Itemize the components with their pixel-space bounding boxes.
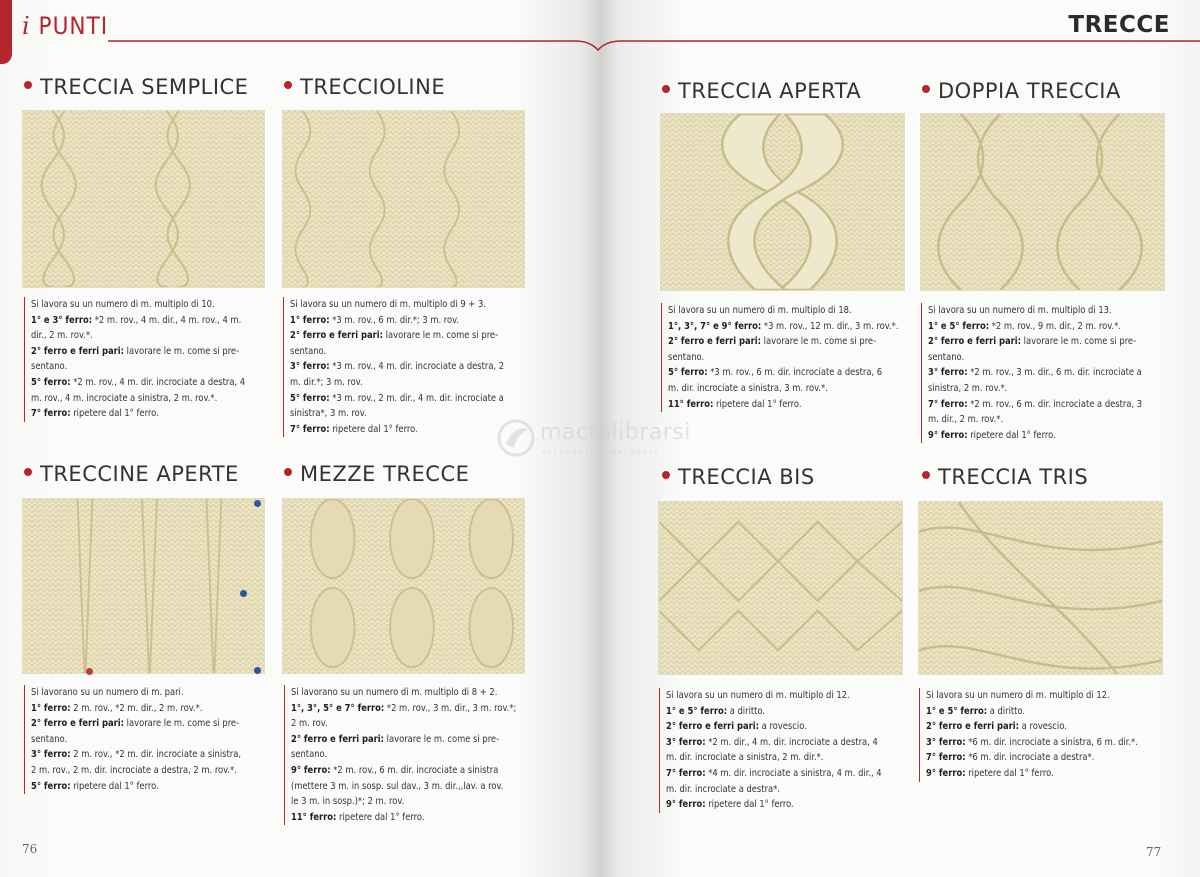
instruction-text: *4 m. dir. incrociate a sinistra, 4 m. dir., 4 bbox=[705, 767, 882, 779]
instruction-text: lavorare le m. come si pre- bbox=[761, 336, 877, 348]
pattern-instructions bbox=[24, 685, 274, 794]
bullet-dot bbox=[284, 468, 292, 476]
instruction-row-label: 1° ferro: bbox=[290, 314, 330, 326]
running-head-left bbox=[22, 12, 108, 40]
instruction-row-label: 1° e 5° ferro: bbox=[926, 705, 988, 717]
instruction-row-label: 1° e 5° ferro: bbox=[928, 320, 990, 332]
instruction-line bbox=[668, 381, 911, 397]
knit-swatch-image bbox=[658, 501, 903, 675]
instruction-line bbox=[291, 685, 534, 701]
instruction-line bbox=[31, 344, 272, 360]
instruction-row-label: 5° ferro: bbox=[290, 392, 330, 404]
instruction-line bbox=[290, 344, 535, 360]
instruction-line bbox=[31, 297, 272, 313]
instruction-line bbox=[31, 779, 274, 795]
instruction-row-label: 7° ferro: bbox=[926, 752, 966, 764]
pattern-instructions bbox=[284, 685, 534, 825]
instruction-text: Si lavorano su un numero di m. multiplo di 8 + 2. bbox=[291, 687, 498, 698]
pin-icon bbox=[254, 667, 261, 674]
instruction-line bbox=[31, 763, 274, 779]
instruction-text: sentano. bbox=[928, 351, 965, 363]
instruction-line bbox=[666, 704, 909, 720]
instruction-line bbox=[291, 763, 534, 779]
instruction-row-label: 1°, 3°, 5° e 7° ferro: bbox=[291, 702, 385, 714]
pin-icon bbox=[240, 590, 247, 597]
instruction-row-label: 2° ferro e ferri pari: bbox=[928, 336, 1022, 348]
instruction-line bbox=[666, 750, 909, 766]
instruction-row-label: 2° ferro e ferri pari: bbox=[31, 345, 125, 357]
instruction-text: lavorare le m. come si pre- bbox=[383, 330, 499, 342]
instruction-text: ripetere dal 1° ferro. bbox=[70, 780, 159, 792]
instruction-text: *6 m. dir. incrociate a sinistra, 6 m. dir.*. bbox=[965, 736, 1138, 748]
instruction-text: ripetere dal 1° ferro. bbox=[336, 811, 425, 823]
instruction-text: dir., 2 m. rov.*. bbox=[31, 330, 93, 342]
instruction-row-label: 7° ferro: bbox=[31, 408, 71, 420]
instruction-line bbox=[666, 782, 909, 798]
knit-swatch-image bbox=[920, 113, 1165, 291]
running-head-prefix: i bbox=[22, 12, 31, 40]
instruction-line bbox=[926, 719, 1169, 735]
knit-swatch-image bbox=[22, 498, 265, 674]
instruction-text: *3 m. rov., 4 m. dir. incrociate a destra, 2 bbox=[329, 361, 505, 373]
instruction-row-label: 1° ferro: bbox=[31, 702, 71, 714]
instruction-text: (mettere 3 m. in sosp. sul dav., 3 m. dir.,,lav. a rov. bbox=[291, 780, 504, 792]
instruction-line bbox=[666, 735, 909, 751]
instruction-text: a diritto. bbox=[987, 705, 1026, 717]
instruction-text: ripetere dal 1° ferro. bbox=[329, 423, 418, 435]
instruction-line bbox=[291, 794, 534, 810]
instruction-text: sentano. bbox=[291, 749, 328, 761]
instruction-text: lavorare le m. come si pre- bbox=[384, 733, 500, 745]
bullet-dot bbox=[922, 471, 930, 479]
instruction-line bbox=[291, 810, 534, 826]
instruction-text: lavorare le m. come si pre- bbox=[1021, 336, 1137, 348]
instruction-line bbox=[31, 747, 274, 763]
instruction-text: ripetere dal 1° ferro. bbox=[70, 408, 159, 420]
instruction-text: *3 m. rov., 12 m. dir., 3 m. rov.*. bbox=[761, 320, 899, 332]
instruction-line bbox=[928, 412, 1171, 428]
pattern-title: MEZZE TRECCE bbox=[284, 462, 469, 486]
instruction-line bbox=[290, 328, 535, 344]
instruction-line bbox=[928, 319, 1171, 335]
pattern-title: TRECCIA SEMPLICE bbox=[24, 75, 248, 99]
instruction-text: *2 m. rov., 4 m. dir., 4 m. rov., 4 m. bbox=[92, 314, 242, 326]
instruction-line bbox=[31, 359, 272, 375]
instruction-text: ripetere dal 1° ferro. bbox=[965, 767, 1054, 779]
instruction-row-label: 2° ferro e ferri pari: bbox=[290, 330, 384, 342]
instruction-row-label: 9° ferro: bbox=[928, 429, 968, 441]
bullet-dot bbox=[662, 471, 670, 479]
pattern-instructions bbox=[661, 303, 911, 412]
instruction-line bbox=[666, 766, 909, 782]
instruction-row-label: 2° ferro e ferri pari: bbox=[668, 336, 762, 348]
instruction-line bbox=[290, 391, 535, 407]
instruction-text: sentano. bbox=[31, 361, 68, 373]
instruction-text: a rovescio. bbox=[1019, 721, 1067, 733]
watermark-brand: macrolibrarsi bbox=[540, 420, 691, 445]
pin-icon bbox=[254, 500, 261, 507]
instruction-text: *3 m. rov., 2 m. dir., 4 m. dir. incrociate a bbox=[329, 392, 504, 404]
instruction-line bbox=[31, 313, 272, 329]
knit-swatch-image bbox=[282, 498, 525, 674]
pattern-instructions bbox=[24, 297, 272, 422]
instruction-line bbox=[928, 428, 1171, 444]
instruction-text: le 3 m. in sosp.)*; 2 m. rov. bbox=[291, 796, 405, 808]
page-number-left: 76 bbox=[22, 842, 38, 856]
pattern-title: TRECCIA TRIS bbox=[922, 465, 1088, 489]
instruction-line bbox=[668, 365, 911, 381]
instruction-line bbox=[928, 303, 1171, 319]
bullet-dot bbox=[922, 85, 930, 93]
instruction-text: Si lavora su un numero di m. multiplo di 13. bbox=[928, 305, 1112, 316]
instruction-text: m. rov., 4 m. incrociate a sinistra, 2 m. rov.*. bbox=[31, 392, 218, 404]
instruction-line bbox=[668, 303, 911, 319]
instruction-line bbox=[290, 359, 535, 375]
instruction-line bbox=[668, 334, 911, 350]
instruction-line bbox=[668, 397, 911, 413]
watermark-tagline: ALTERNATIVA NATURALE bbox=[542, 448, 661, 456]
instruction-line bbox=[291, 701, 534, 717]
instruction-text: *2 m. rov., 9 m. dir., 2 m. rov.*. bbox=[989, 320, 1121, 332]
instruction-text: Si lavorano su un numero di m. pari. bbox=[31, 687, 184, 698]
instruction-row-label: 3° ferro: bbox=[928, 367, 968, 379]
instruction-row-label: 7° ferro: bbox=[290, 423, 330, 435]
instruction-line bbox=[31, 701, 274, 717]
instruction-line bbox=[926, 735, 1169, 751]
instruction-text: 2 m. rov., *2 m. dir., 2 m. rov.*. bbox=[70, 702, 203, 714]
instruction-text: *6 m. dir. incrociate a destra*. bbox=[965, 752, 1095, 764]
instruction-text: m. dir. incrociate a sinistra, 3 m. rov.*. bbox=[668, 382, 828, 394]
pattern-instructions bbox=[921, 303, 1171, 443]
bullet-dot bbox=[24, 81, 32, 89]
brand-logo-icon bbox=[496, 418, 536, 458]
instruction-line bbox=[926, 766, 1169, 782]
instruction-text: m. dir., 2 m. rov.*. bbox=[928, 414, 1004, 426]
instruction-row-label: 9° ferro: bbox=[666, 799, 706, 811]
instruction-row-label: 9° ferro: bbox=[291, 764, 331, 776]
instruction-row-label: 3° ferro: bbox=[290, 361, 330, 373]
instruction-text: ripetere dal 1° ferro. bbox=[967, 429, 1056, 441]
pattern-title: TRECCIA APERTA bbox=[662, 79, 861, 103]
pattern-instructions bbox=[283, 297, 535, 437]
instruction-line bbox=[928, 334, 1171, 350]
instruction-text: Si lavora su un numero di m. multiplo di 12. bbox=[926, 690, 1110, 701]
instruction-text: *2 m. rov., 3 m. dir., 6 m. dir. incrociate a bbox=[967, 367, 1142, 379]
instruction-row-label: 5° ferro: bbox=[668, 367, 708, 379]
instruction-line bbox=[666, 688, 909, 704]
instruction-line bbox=[926, 704, 1169, 720]
instruction-row-label: 1°, 3°, 7° e 9° ferro: bbox=[668, 320, 762, 332]
instruction-row-label: 2° ferro e ferri pari: bbox=[926, 721, 1020, 733]
instruction-row-label: 2° ferro e ferri pari: bbox=[291, 733, 385, 745]
instruction-text: *2 m. rov., 4 m. dir. incrociate a destra, 4 bbox=[70, 376, 246, 388]
instruction-line bbox=[290, 375, 535, 391]
instruction-row-label: 9° ferro: bbox=[926, 767, 966, 779]
instruction-line bbox=[290, 297, 535, 313]
instruction-text: *2 m. rov., 3 m. dir., 3 m. rov.*; bbox=[384, 702, 517, 714]
pattern-title: TRECCIOLINE bbox=[284, 75, 445, 99]
instruction-row-label: 3° ferro: bbox=[31, 749, 71, 761]
page-number-right: 77 bbox=[1146, 845, 1162, 859]
instruction-text: *2 m. rov., 6 m. dir. incrociate a sinistra bbox=[330, 764, 499, 776]
instruction-text: *2 m. rov., 6 m. dir. incrociate a destra, 3 bbox=[967, 398, 1143, 410]
instruction-text: m. dir. incrociate a destra*. bbox=[666, 783, 780, 795]
bullet-dot bbox=[24, 468, 32, 476]
instruction-text: ripetere dal 1° ferro. bbox=[705, 799, 794, 811]
instruction-line bbox=[31, 375, 272, 391]
instruction-line bbox=[291, 747, 534, 763]
pattern-title: TRECCIA BIS bbox=[662, 465, 815, 489]
instruction-line bbox=[31, 391, 272, 407]
chapter-title: TRECCE bbox=[1068, 12, 1170, 38]
instruction-row-label: 3° ferro: bbox=[926, 736, 966, 748]
knit-swatch-image bbox=[918, 501, 1163, 675]
instruction-text: sinistra, 2 m. rov.*. bbox=[928, 382, 1008, 394]
pattern-title: TRECCINE APERTE bbox=[24, 462, 239, 486]
instruction-text: *3 m. rov., 6 m. dir. incrociate a destra, 6 bbox=[707, 367, 883, 379]
instruction-text: sinistra*, 3 m. rov. bbox=[290, 408, 367, 420]
instruction-row-label: 11° ferro: bbox=[668, 398, 714, 410]
pattern-instructions bbox=[919, 688, 1169, 782]
header-rule bbox=[0, 0, 1200, 60]
instruction-text: a diritto. bbox=[727, 705, 766, 717]
knit-swatch-image bbox=[22, 110, 265, 288]
bullet-dot bbox=[662, 85, 670, 93]
instruction-line bbox=[928, 365, 1171, 381]
instruction-row-label: 1° e 3° ferro: bbox=[31, 314, 93, 326]
instruction-text: *2 m. dir., 4 m. dir. incrociate a destra, 4 bbox=[705, 736, 878, 748]
pattern-title: DOPPIA TRECCIA bbox=[922, 79, 1121, 103]
instruction-text: 2 m. rov., *2 m. dir. incrociate a sinistra, bbox=[70, 749, 241, 761]
instruction-line bbox=[31, 406, 272, 422]
instruction-line bbox=[31, 328, 272, 344]
instruction-text: Si lavora su un numero di m. multiplo di 18. bbox=[668, 305, 852, 316]
instruction-line bbox=[928, 381, 1171, 397]
instruction-row-label: 7° ferro: bbox=[928, 398, 968, 410]
instruction-line bbox=[926, 688, 1169, 704]
instruction-text: Si lavora su un numero di m. multiplo di 12. bbox=[666, 690, 850, 701]
instruction-text: 2 m. rov. bbox=[291, 718, 328, 730]
running-head-title: PUNTI bbox=[38, 12, 109, 40]
instruction-line bbox=[290, 313, 535, 329]
instruction-row-label: 1° e 5° ferro: bbox=[666, 705, 728, 717]
instruction-text: lavorare le m. come si pre- bbox=[124, 345, 240, 357]
knit-swatch-image bbox=[282, 110, 525, 288]
instruction-line bbox=[928, 350, 1171, 366]
instruction-text: ripetere dal 1° ferro. bbox=[713, 398, 802, 410]
pattern-instructions bbox=[659, 688, 909, 813]
instruction-line bbox=[926, 750, 1169, 766]
instruction-text: *3 m. rov., 6 m. dir.*; 3 m. rov. bbox=[329, 314, 460, 326]
instruction-text: lavorare le m. come si pre- bbox=[124, 718, 240, 730]
instruction-row-label: 2° ferro e ferri pari: bbox=[666, 721, 760, 733]
instruction-line bbox=[31, 732, 274, 748]
instruction-line bbox=[31, 716, 274, 732]
instruction-row-label: 5° ferro: bbox=[31, 780, 71, 792]
pin-icon bbox=[86, 668, 93, 675]
instruction-row-label: 7° ferro: bbox=[666, 767, 706, 779]
instruction-text: m. dir. incrociate a sinistra, 2 m. dir.*. bbox=[666, 752, 824, 764]
instruction-text: Si lavora su un numero di m. multiplo di 9 + 3. bbox=[290, 299, 486, 310]
bullet-dot bbox=[284, 81, 292, 89]
instruction-line bbox=[291, 716, 534, 732]
instruction-text: 2 m. rov., 2 m. dir. incrociate a destra, 2 m. rov.*. bbox=[31, 764, 237, 776]
instruction-row-label: 11° ferro: bbox=[291, 811, 337, 823]
instruction-row-label: 3° ferro: bbox=[666, 736, 706, 748]
instruction-line bbox=[666, 719, 909, 735]
instruction-line bbox=[668, 319, 911, 335]
instruction-text: m. dir.*; 3 m. rov. bbox=[290, 376, 363, 388]
watermark bbox=[496, 418, 726, 458]
instruction-line bbox=[31, 685, 274, 701]
instruction-text: Si lavora su un numero di m. multiplo di 10. bbox=[31, 299, 215, 310]
knit-swatch-image bbox=[660, 113, 905, 291]
instruction-text: sentano. bbox=[290, 345, 327, 357]
instruction-line bbox=[928, 397, 1171, 413]
instruction-text: sentano. bbox=[31, 733, 68, 745]
instruction-row-label: 5° ferro: bbox=[31, 376, 71, 388]
instruction-line bbox=[291, 779, 534, 795]
instruction-row-label: 2° ferro e ferri pari: bbox=[31, 718, 125, 730]
instruction-line bbox=[666, 797, 909, 813]
instruction-text: a rovescio. bbox=[759, 721, 807, 733]
instruction-text: sentano. bbox=[668, 351, 705, 363]
instruction-line bbox=[668, 350, 911, 366]
instruction-line bbox=[291, 732, 534, 748]
